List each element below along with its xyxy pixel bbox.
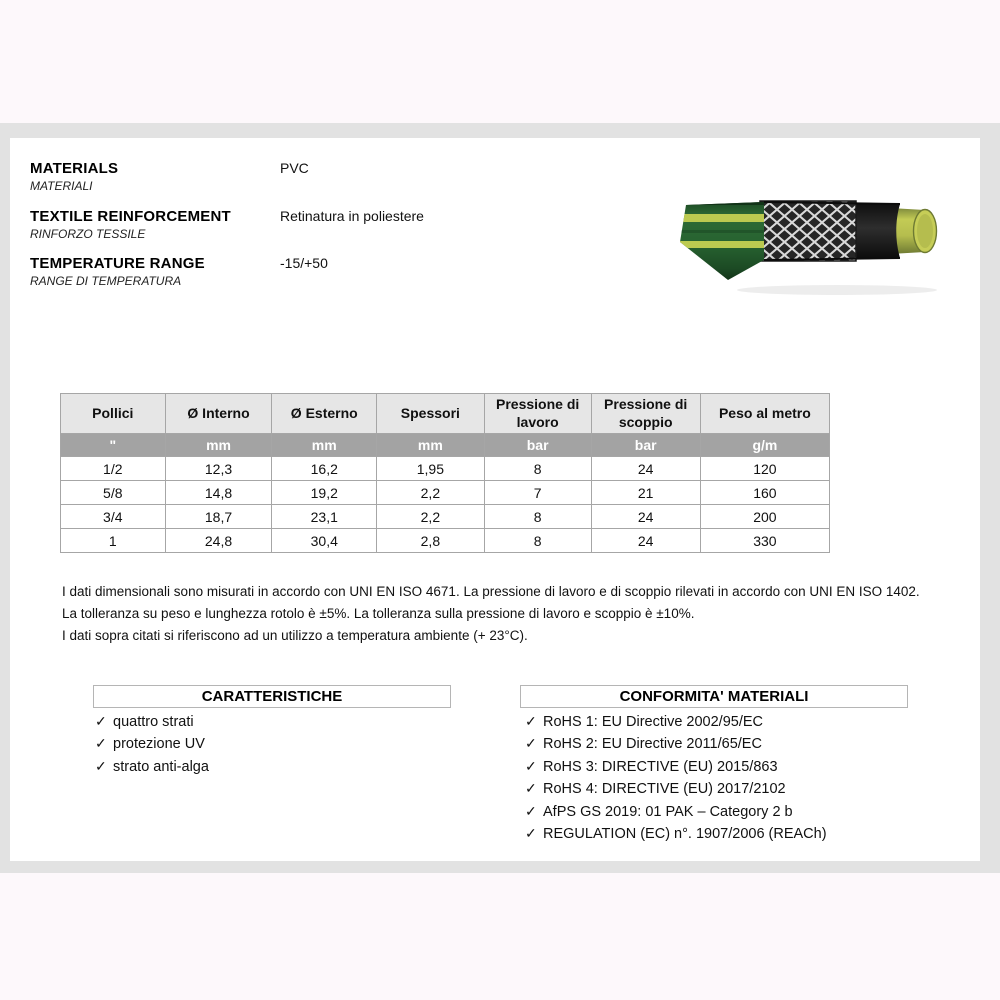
cell: 8: [484, 505, 591, 529]
cell: 30,4: [272, 529, 377, 553]
unit-cell: bar: [591, 434, 700, 457]
list-item: [525, 823, 827, 845]
spec-label-en: TEXTILE REINFORCEMENT: [30, 208, 231, 225]
spec-row-materials: [30, 160, 650, 193]
cell: 18,7: [165, 505, 272, 529]
hose-illustration: [672, 190, 950, 302]
list-item-label: RoHS 4: DIRECTIVE (EU) 2017/2102: [543, 781, 786, 798]
list-item-label: quattro strati: [113, 714, 194, 730]
check-icon: ✓: [95, 757, 107, 774]
unit-cell: g/m: [700, 434, 829, 457]
cell: 3/4: [61, 505, 166, 529]
conformita-list: [525, 711, 827, 845]
table-row: [61, 505, 830, 529]
spec-label-it: MATERIALI: [30, 179, 93, 193]
cell: 16,2: [272, 457, 377, 481]
spec-value: -15/+50: [280, 255, 328, 271]
spec-value: PVC: [280, 160, 309, 176]
cell: 1: [61, 529, 166, 553]
notes-block: [62, 581, 952, 647]
col-header: Ø Interno: [165, 394, 272, 434]
cell: 12,3: [165, 457, 272, 481]
list-item: [525, 756, 827, 778]
spec-value: Retinatura in poliestere: [280, 208, 424, 224]
cell: 24,8: [165, 529, 272, 553]
unit-cell: mm: [165, 434, 272, 457]
check-icon: ✓: [525, 735, 537, 752]
unit-cell: mm: [377, 434, 485, 457]
check-icon: ✓: [525, 713, 537, 729]
list-item: [525, 733, 827, 755]
cell: 1/2: [61, 457, 166, 481]
cell: 8: [484, 529, 591, 553]
spec-row-textile-reinforcement: [30, 208, 650, 241]
col-header: Pressione di lavoro: [484, 394, 591, 434]
check-icon: ✓: [525, 757, 537, 774]
list-item: [525, 778, 827, 800]
content-panel: [10, 138, 980, 861]
cell: 2,8: [377, 529, 485, 553]
note-line: I dati sopra citati si riferiscono ad un utilizzo a temperatura ambiente (+ 23°C).: [62, 628, 528, 643]
col-header: Pollici: [61, 394, 166, 434]
cell: 330: [700, 529, 829, 553]
cell: 200: [700, 505, 829, 529]
cell: 120: [700, 457, 829, 481]
list-item-label: RoHS 1: EU Directive 2002/95/EC: [543, 714, 764, 730]
cell: 23,1: [272, 505, 377, 529]
col-header: Peso al metro: [700, 394, 829, 434]
dimensions-table: [60, 393, 830, 553]
cell: 5/8: [61, 481, 166, 505]
table-row: [61, 457, 830, 481]
cell: 8: [484, 457, 591, 481]
list-item-label: RoHS 3: DIRECTIVE (EU) 2015/863: [543, 758, 778, 775]
cell: 2,2: [377, 481, 485, 505]
list-item: [525, 711, 827, 733]
cell: 24: [591, 457, 700, 481]
list-item-label: protezione UV: [113, 736, 205, 753]
cell: 160: [700, 481, 829, 505]
list-item: [95, 711, 209, 733]
spec-row-temperature-range: [30, 255, 650, 288]
table-row: [61, 481, 830, 505]
spec-label-it: RINFORZO TESSILE: [30, 227, 146, 241]
cell: 21: [591, 481, 700, 505]
cell: 19,2: [272, 481, 377, 505]
caratteristiche-box-title: CARATTERISTICHE: [93, 685, 451, 708]
list-item: [525, 801, 827, 823]
caratteristiche-list: [95, 711, 209, 778]
unit-cell: mm: [272, 434, 377, 457]
table-header-row: [61, 394, 830, 434]
check-icon: ✓: [525, 802, 537, 819]
table-units-row: [61, 434, 830, 457]
col-header: Pressione di scoppio: [591, 394, 700, 434]
unit-cell: ": [61, 434, 166, 457]
check-icon: ✓: [525, 780, 537, 797]
cell: 7: [484, 481, 591, 505]
list-item-label: RoHS 2: EU Directive 2011/65/EC: [543, 736, 762, 753]
list-item-label: strato anti-alga: [113, 758, 209, 775]
cell: 24: [591, 505, 700, 529]
col-header: Ø Esterno: [272, 394, 377, 434]
spec-label-en: MATERIALS: [30, 160, 119, 177]
check-icon: ✓: [95, 735, 107, 752]
list-item-label: AfPS GS 2019: 01 PAK – Category 2 b: [543, 803, 793, 820]
list-item: [95, 756, 209, 778]
list-item: [95, 733, 209, 755]
product-photo-hose-cutaway: [672, 190, 950, 302]
cell: 1,95: [377, 457, 485, 481]
check-icon: ✓: [525, 825, 537, 842]
table-row: [61, 529, 830, 553]
col-header: Spessori: [377, 394, 485, 434]
cell: 14,8: [165, 481, 272, 505]
spec-label-it: RANGE DI TEMPERATURA: [30, 274, 182, 288]
note-line: La tolleranza su peso e lunghezza rotolo è ±5%. La tolleranza sulla pressione di lavoro e scoppio è ±10%.: [62, 606, 695, 621]
check-icon: ✓: [95, 713, 107, 729]
list-item-label: REGULATION (EC) n°. 1907/2006 (REACh): [543, 826, 827, 843]
note-line: I dati dimensionali sono misurati in accordo con UNI EN ISO 4671. La pressione di lavoro e di scoppio rilevati in accordo con UNI EN ISO 1402.: [62, 584, 920, 599]
conformita-box-title: CONFORMITA' MATERIALI: [520, 685, 908, 708]
spec-label-en: TEMPERATURE RANGE: [30, 255, 205, 272]
cell: 24: [591, 529, 700, 553]
unit-cell: bar: [484, 434, 591, 457]
cell: 2,2: [377, 505, 485, 529]
